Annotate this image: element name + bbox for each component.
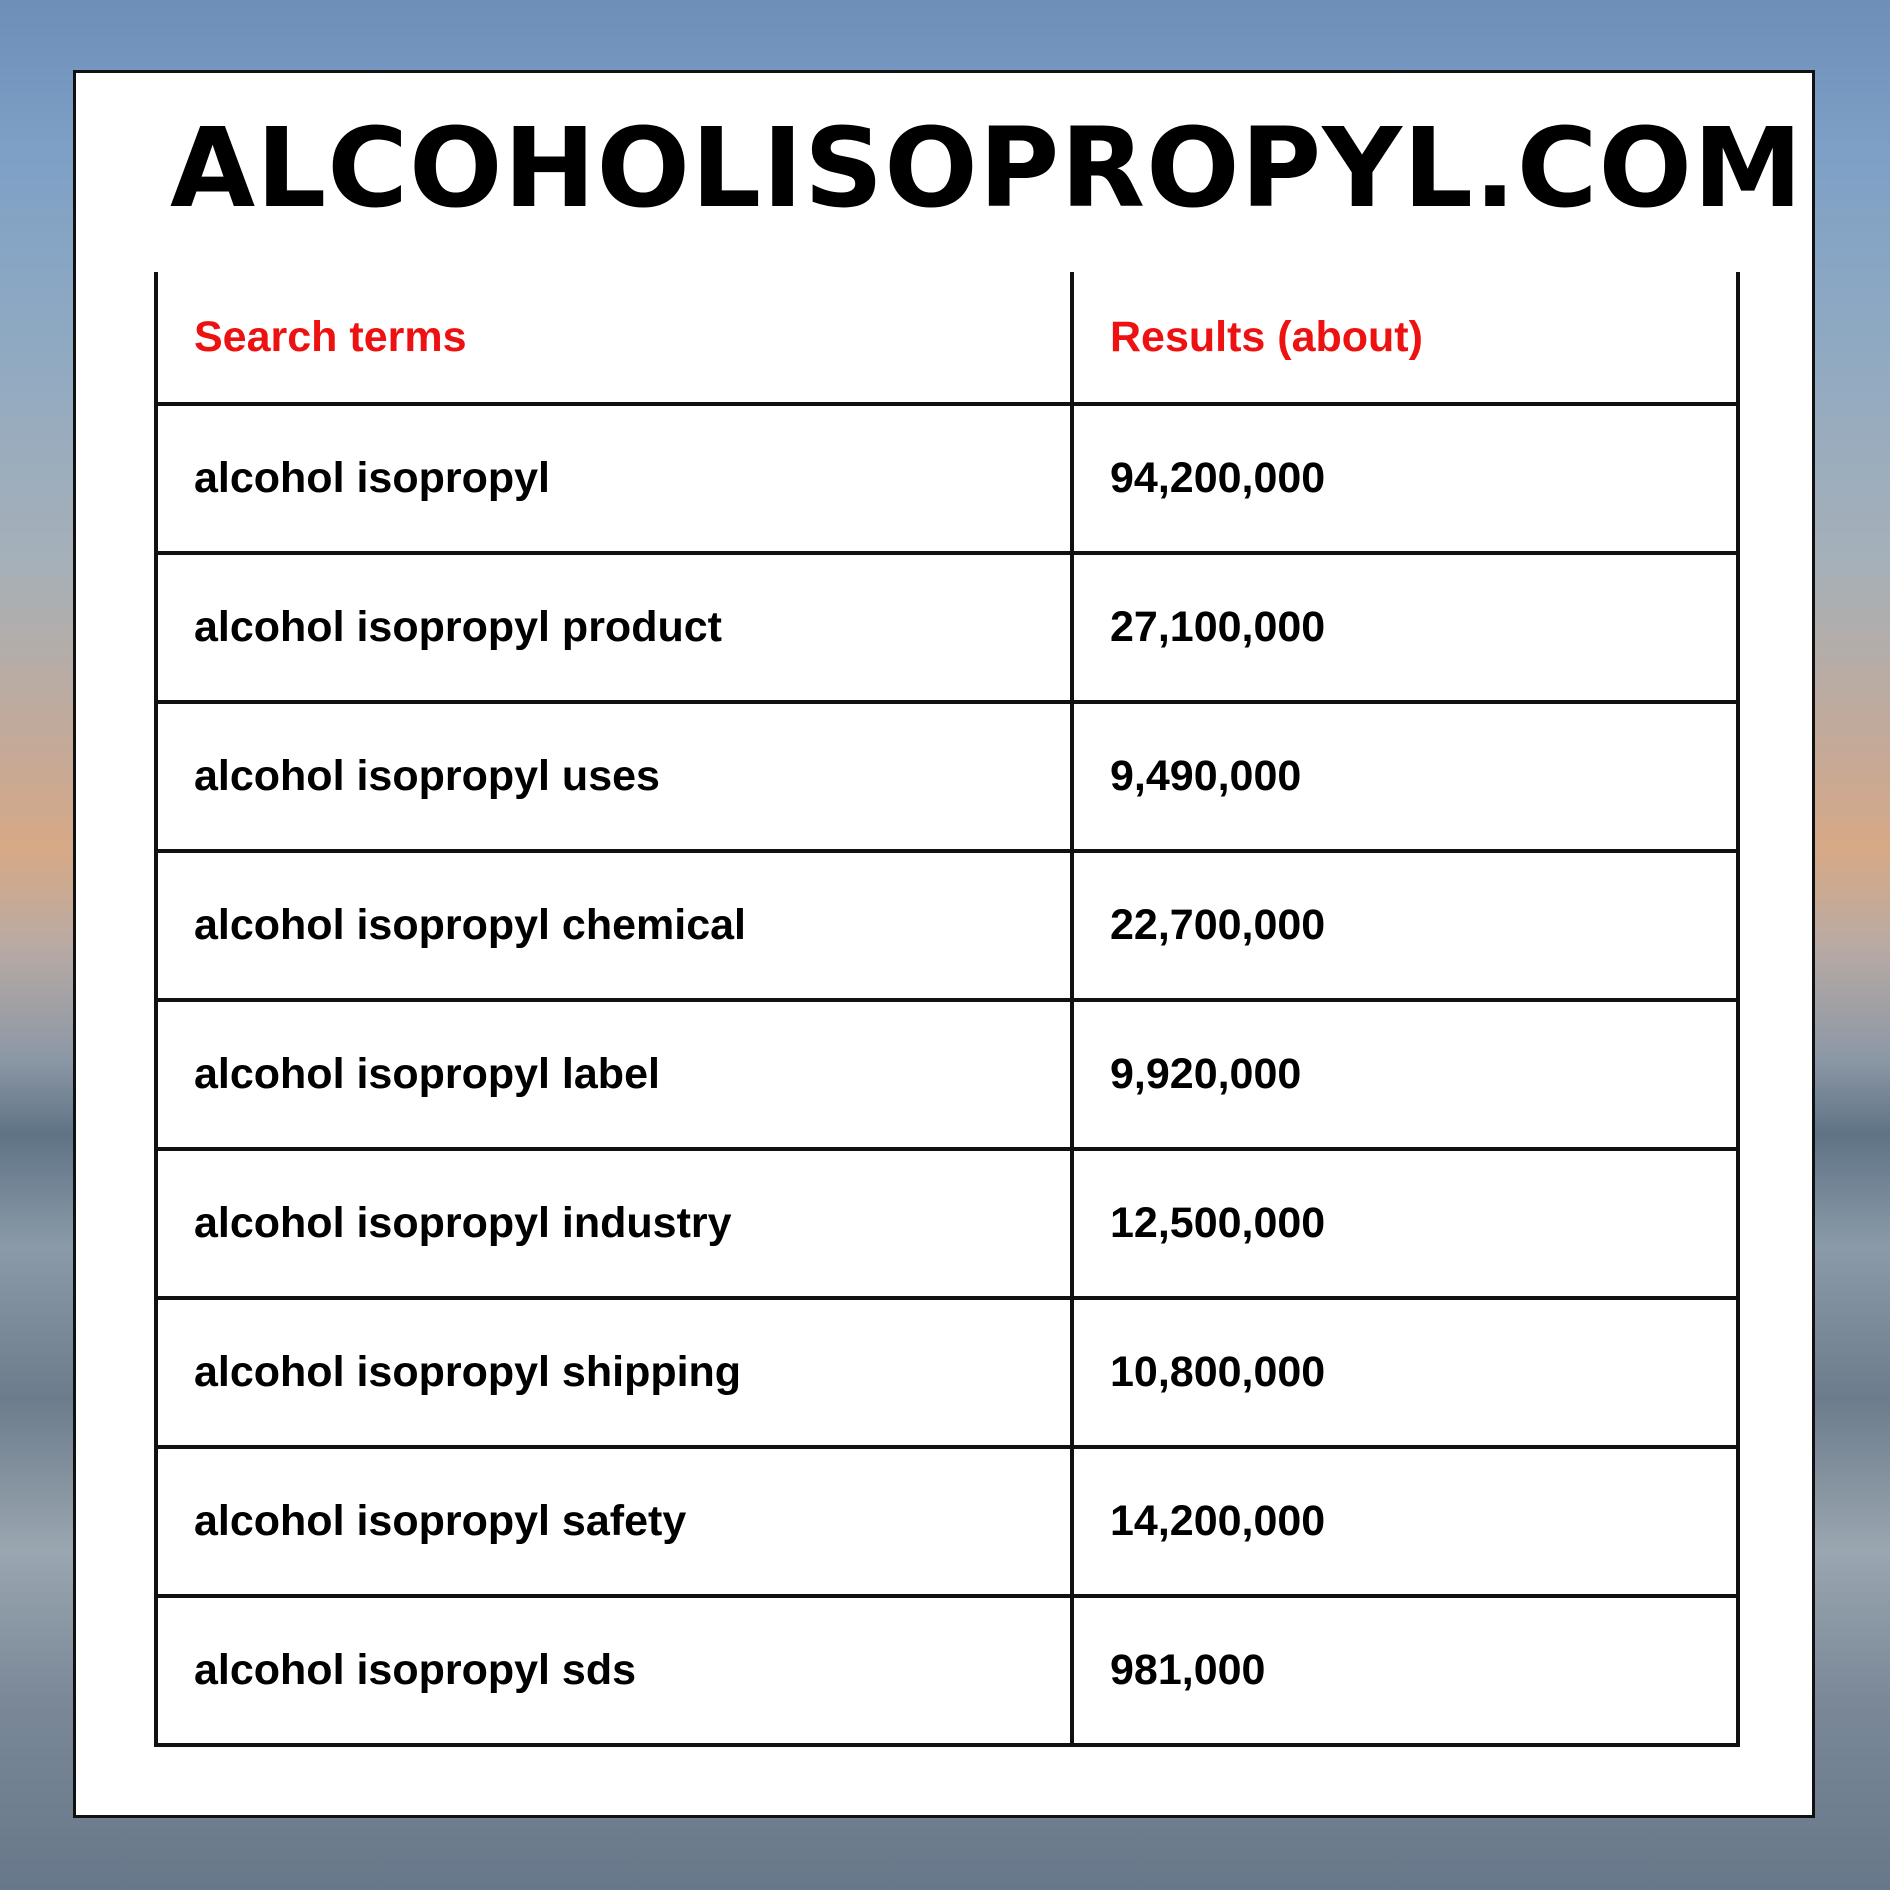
search-term-cell: alcohol isopropyl sds (156, 1596, 1072, 1745)
table-row (156, 702, 1738, 851)
search-term-cell: alcohol isopropyl (156, 404, 1072, 553)
table-row (156, 553, 1738, 702)
search-term-cell: alcohol isopropyl shipping (156, 1298, 1072, 1447)
table-header-row (156, 272, 1738, 404)
results-count-cell: 94,200,000 (1072, 404, 1738, 553)
table-row (156, 851, 1738, 1000)
header-search-terms: Search terms (156, 272, 1072, 404)
search-term-cell: alcohol isopropyl chemical (156, 851, 1072, 1000)
results-count-cell: 9,490,000 (1072, 702, 1738, 851)
search-term-cell: alcohol isopropyl industry (156, 1149, 1072, 1298)
results-count-cell: 14,200,000 (1072, 1447, 1738, 1596)
results-count-cell: 981,000 (1072, 1596, 1738, 1745)
search-results-table (154, 272, 1740, 1747)
table-row (156, 404, 1738, 553)
table-row (156, 1596, 1738, 1745)
search-term-cell: alcohol isopropyl label (156, 1000, 1072, 1149)
results-count-cell: 9,920,000 (1072, 1000, 1738, 1149)
search-term-cell: alcohol isopropyl uses (156, 702, 1072, 851)
results-table-container (154, 272, 1736, 1747)
results-count-cell: 22,700,000 (1072, 851, 1738, 1000)
results-count-cell: 27,100,000 (1072, 553, 1738, 702)
results-count-cell: 12,500,000 (1072, 1149, 1738, 1298)
site-title: ALCOHOLISOPROPYL.COM (170, 104, 1804, 232)
table-row (156, 1298, 1738, 1447)
results-count-cell: 10,800,000 (1072, 1298, 1738, 1447)
search-term-cell: alcohol isopropyl safety (156, 1447, 1072, 1596)
search-term-cell: alcohol isopropyl product (156, 553, 1072, 702)
table-row (156, 1149, 1738, 1298)
table-row (156, 1447, 1738, 1596)
table-row (156, 1000, 1738, 1149)
header-results: Results (about) (1072, 272, 1738, 404)
